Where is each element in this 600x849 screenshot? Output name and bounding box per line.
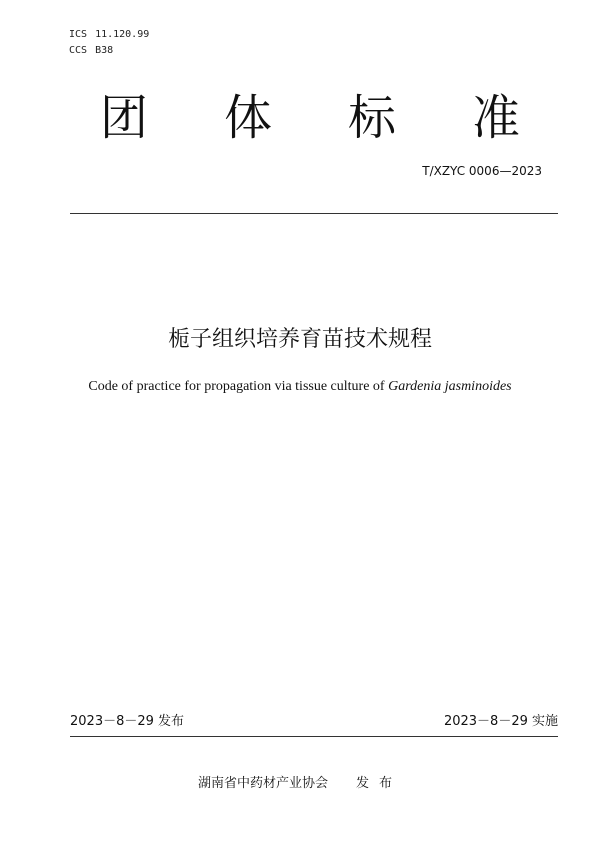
ics-code — [69, 29, 149, 41]
standard-number: T/XZYC 0006—2023 — [422, 164, 542, 178]
publisher-name: 湖南省中药材产业协会 — [197, 776, 328, 791]
english-title-prefix: Code of practice for propagation via tissue culture of — [88, 379, 389, 394]
publisher — [0, 775, 600, 793]
title-char-1: 团 — [100, 90, 149, 146]
issue-date: 2023－8－29 发布 — [70, 714, 185, 729]
title-char-4: 准 — [471, 90, 520, 146]
ics-value: 11.120.99 — [95, 29, 150, 40]
implementation-date: 2023－8－29 实施 — [443, 714, 558, 729]
title-char-2: 体 — [223, 90, 272, 146]
bottom-divider — [70, 736, 558, 737]
top-divider — [70, 213, 558, 214]
document-type-title — [100, 88, 520, 148]
english-title — [0, 378, 600, 396]
ccs-code — [69, 45, 113, 57]
ccs-label: CCS — [69, 45, 88, 56]
ics-label: ICS — [69, 29, 88, 40]
chinese-title: 栀子组织培养育苗技术规程 — [167, 327, 432, 352]
english-title-species: Gardenia jasminoides — [388, 379, 512, 394]
publisher-action: 发布 — [356, 776, 403, 791]
ccs-value: B38 — [95, 45, 114, 56]
title-char-3: 标 — [347, 90, 396, 146]
